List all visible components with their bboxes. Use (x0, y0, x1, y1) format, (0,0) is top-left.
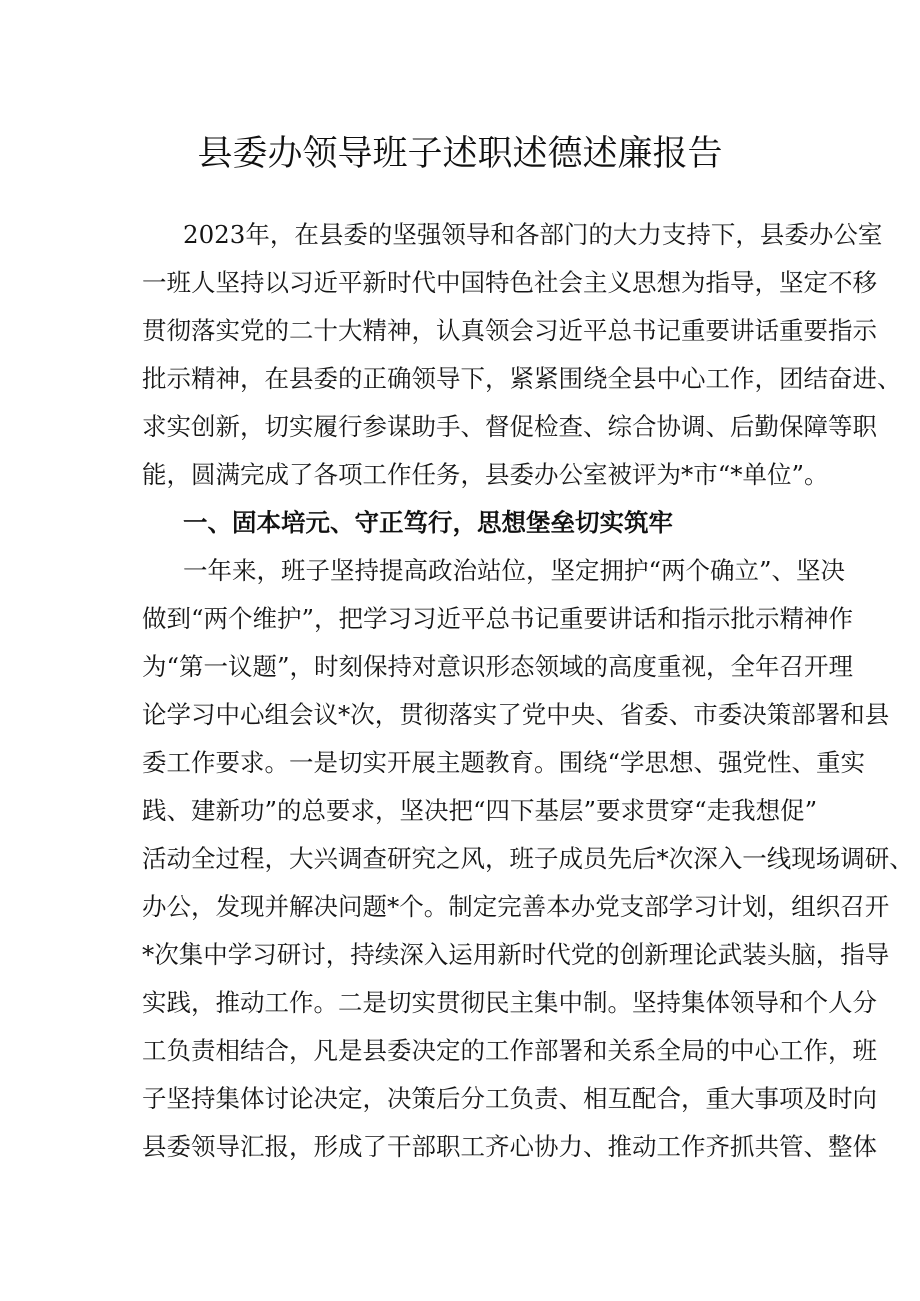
paragraph-line: 做到“两个维护”，把学习习近平总书记重要讲话和指示批示精神作 (142, 604, 854, 633)
paragraph-line: 县委领导汇报，形成了干部职工齐心协力、推动工作齐抓共管、整体 (142, 1132, 877, 1161)
paragraph-line: 2023年，在县委的坚强领导和各部门的大力支持下，县委办公室 (183, 220, 883, 249)
paragraph-line: 活动全过程，大兴调查研究之风，班子成员先后*次深入一线现场调研、 (142, 844, 914, 873)
paragraph-line: 能，圆满完成了各项工作任务，县委办公室被评为*市“*单位”。 (142, 460, 829, 489)
paragraph-line: 求实创新，切实履行参谋助手、督促检查、综合协调、后勤保障等职 (142, 412, 877, 441)
paragraph-line: *次集中学习研讨，持续深入运用新时代党的创新理论武装头脑，指导 (142, 940, 890, 969)
paragraph-line: 一年来，班子坚持提高政治站位，坚定拥护“两个确立”、坚决 (183, 556, 846, 585)
paragraph-line: 为“第一议题”，时刻保持对意识形态领域的高度重视，全年召开理 (142, 652, 854, 681)
paragraph-line: 践、建新功”的总要求，坚决把“四下基层”要求贯穿“走我想促” (142, 796, 818, 825)
paragraph-line: 批示精神，在县委的正确领导下，紧紧围绕全县中心工作，团结奋进、 (142, 364, 902, 393)
paragraph-line: 一班人坚持以习近平新时代中国特色社会主义思想为指导，坚定不移 (142, 268, 877, 297)
section-heading: 一、固本培元、守正笃行，思想堡垒切实筑牢 (183, 508, 673, 537)
paragraph-line: 论学习中心组会议*次，贯彻落实了党中央、省委、市委决策部署和县 (142, 700, 890, 729)
paragraph-line: 实践，推动工作。二是切实贯彻民主集中制。坚持集体领导和个人分 (142, 988, 877, 1017)
document-title: 县委办领导班子述职述德述廉报告 (197, 134, 723, 174)
paragraph-line: 办公，发现并解决问题*个。制定完善本办党支部学习计划，组织召开 (142, 892, 890, 921)
paragraph-line: 子坚持集体讨论决定，决策后分工负责、相互配合，重大事项及时向 (142, 1084, 877, 1113)
paragraph-line: 工负责相结合，凡是县委决定的工作部署和关系全局的中心工作，班 (142, 1036, 877, 1065)
paragraph-line: 贯彻落实党的二十大精神，认真领会习近平总书记重要讲话重要指示 (142, 316, 877, 345)
paragraph-line: 委工作要求。一是切实开展主题教育。围绕“学思想、强党性、重实 (142, 748, 866, 777)
